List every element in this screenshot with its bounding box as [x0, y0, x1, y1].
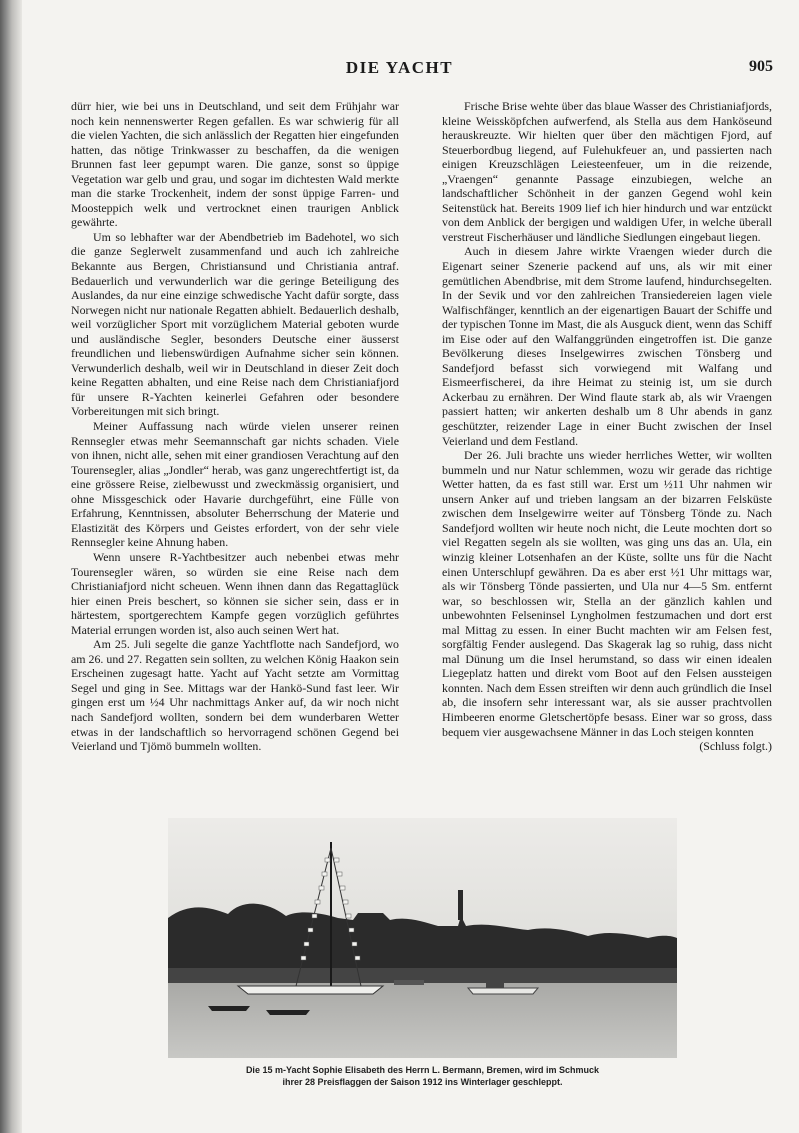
page-binding-shadow [0, 0, 22, 1133]
church-tower [458, 890, 463, 920]
page-header [0, 58, 799, 78]
tug-cabin [486, 982, 504, 988]
running-title: DIE YACHT [345, 58, 454, 77]
pier [394, 980, 424, 985]
to-be-continued-note: (Schluss folgt.) [699, 739, 772, 754]
photo-caption [168, 1064, 677, 1088]
yacht-hull [238, 986, 383, 994]
paragraph: Wenn unsere R-Yachtbesitzer auch nebenbei etwas mehr Tourensegler wären, so würden sie eine Reise nach dem Christianiafjord nicht scheuen. Wenn ihnen dann das Regattaglück hier einen Preis beschert, so können sie sicher sein, dass er in härtestem, sportgerechtem Kampfe gegen vorzüglich geführtes Material errungen worden ist, also auch seinen Wert hat. [71, 549, 399, 637]
rowboat [266, 1010, 310, 1015]
page-number: 905 [749, 58, 773, 75]
rowboat [208, 1006, 250, 1011]
tug-boat [468, 988, 538, 994]
yacht-photograph [168, 818, 677, 1058]
paragraph: Meiner Auffassung nach würde vielen unserer reinen Rennsegler etwas mehr Seemannschaft gar nichts schaden. Viele von ihnen, nicht alle, sehen mit einer grandiosen Verachtung auf den Tourensegler, alias „Jondler“ herab, was ganz ungerechtfertigt ist, da eine grössere Reise, zielbewusst und zweckmässig organisiert, und ohne Missgeschick oder Havarie durchgeführt, eine Fülle von Erfahrung, Kenntnissen, absoluter Beherrschung der Materie und Elastizität des Körpers und Geistes erfordert, von der sehr viele Rennsegler keine Ahnung haben. [71, 419, 399, 550]
paragraph: Auch in diesem Jahre wirkte Vraengen wieder durch die Eigenart seiner Szenerie packend auf uns, als wir mit einer gemütlichen Abendbrise, mit dem Strome laufend, hindurchsegelten. In der Sevik und vor den zahlreichen Transiedereien lagen viele Walfischfänger, kenntlich an der eigenartigen Bauart der Schiffe und der typischen Tonne im Mast, die als Ausguck dient, wenn das Schiff im Eise oder auf den Walfanggründen eingetroffen ist. Die ganze Bevölkerung dieses Inselgewirres zwischen Tönsberg und Sandefjord befasst sich vorwiegend mit Walfang und Eismeerfischerei, da ihre Heimat zu steinig ist, um sie durch Ackerbau zu ernähren. Der Wind flaute stark ab, als wir Vraengen passiert hatten; wir ankerten deshalb um 8 Uhr abends in ganz geschützter, reizender Lage in einer Bucht zwischen der Insel Veierland und dem Festland. [442, 244, 772, 448]
caption-line: ihrer 28 Preisflaggen der Saison 1912 ins Winterlager geschleppt. [282, 1077, 563, 1087]
paragraph: Am 25. Juli segelte die ganze Yachtflotte nach Sandefjord, wo am 26. und 27. Regatten sein sollten, zu welchen König Haakon sein Erscheinen zugesagt hatte. Yacht auf Yacht setzte am Vormittag Segel und ging in See. Mittags war der Hankö-Sund fast leer. Wir gingen erst um ½4 Uhr nachmittags Anker auf, da wir noch nicht nach Sandefjord wollten, sondern bei dem wunderbaren Wetter etwas in der landschaftlich so hervorragend schönen Gegend bei Veierland und Tjömö bummeln wollten. [71, 637, 399, 754]
caption-line: Die 15 m-Yacht Sophie Elisabeth des Herrn L. Bermann, Bremen, wird im Schmuck [245, 1065, 600, 1075]
paragraph: Der 26. Juli brachte uns wieder herrliches Wetter, wir wollten bummeln und nur Natur schlemmen, wozu wir gerade das richtige Wetter hatten, da es fast still war. Erst um ½11 Uhr nahmen wir unsern Anker auf und trieben langsam an der bizarren Felsküste zwischen dem Inselgewirre weiter auf Tönsberg Tönde zu. Nach Sandefjord wollten wir heute noch nicht, die Leute mochten dort so viel Regatten segeln als sie wollten, was ging uns das an. Ula, ein winzig kleiner Lotsenhafen an der Küste, sollte uns für die Nacht einen Unterschlupf gewähren. Da es aber erst ½1 Uhr mittags war, als wir Tönsberg Tönde passierten, und Ula nur 4—5 Sm. entfernt war, so beschlossen wir, Stella an der gänzlich kahlen und unbewohnten Felseninsel Lyngholmen festzumachen und dort erst mal Mittag zu essen. In einer Bucht machten wir am Felsen fest, sorgfältig Fender auslegend. Das Skagerak lag so ruhig, dass nicht mal Dünung um die Insel herumstand, so dass wir einen idealen Liegeplatz hatten und direkt vom Boot auf den Felsen aussteigen konnten. Nach dem Essen streiften wir denn auch gründlich die Insel ab, die insofern sehr interessant war, als sie ausser prachtvollen Himbeeren enorme Gletschertöpfe besass. Einer war so gross, dass bequem vier ausgewachsene Männer in das Loch steigen konnten [442, 448, 772, 739]
left-column [71, 99, 399, 754]
paragraph: dürr hier, wie bei uns in Deutschland, und seit dem Frühjahr war noch kein nennenswerter Regen gefallen. Es war schwierig für all die vielen Yachten, die sich anlässlich der Regatten hier eingefunden hatten, das nötige Trinkwasser zu beschaffen, da die wenigen Brunnen fast leer gepumpt waren. Die ganze, sonst so üppige Vegetation war gelb und grau, und sogar im dichtesten Wald merkte man die starke Trockenheit, indem der sonst üppige Farren- und Moosteppich welk und vertrocknet einen traurigen Anblick gewährte. [71, 99, 399, 230]
harbor-water [168, 983, 677, 1058]
right-column [442, 99, 772, 754]
yacht-photo-illustration [168, 818, 677, 1058]
paragraph: Frische Brise wehte über das blaue Wasser des Christianiafjords, kleine Weissköpfchen aufwerfend, als Stella aus dem Hanköseund herauskreuzte. Wir hielten quer über den mächtigen Fjord, auf Steuerbordbug liegend, auf Fulehukfeuer an, und passierten nach einigen Kreuzschlägen Leiesteenfeuer, um in die reizende, „Vraengen“ genannte Passage einzubiegen, welche an landschaftlicher Schönheit in der ganzen Gegend wohl kein Seitenstück hat. Bereits 1909 lief ich hier hindurch und war entzückt von dem Anblick der bergigen und waldigen Ufer, in welche überall verstreut Fischerhäuser und ländliche Siedlungen eingebaut liegen. [442, 99, 772, 244]
paragraph: Um so lebhafter war der Abendbetrieb im Badehotel, wo sich die ganze Seglerwelt zusammenfand und auch ich zahlreiche Bekannte aus Bergen, Christiansund und Christiania antraf. Bedauerlich und verwunderlich war die geringe Beteiligung des Auslandes, da nur eine einzige schwedische Yacht dafür sorgte, dass Norwegen nicht nur nationale Regatten abhielt. Bedauerlich deshalb, weil vorzüglicher Sport mit vorzüglichem Material geboten wurde und ausländische Segler, besonders Deutsche einer äusserst freundlichen und liebenswürdigen Aufnahme sicher sein können. Verwunderlich deshalb, weil wir in Deutschland in dieser Zeit doch keine Regatten abhalten, und eine Reise nach dem Christianiafjord für unsere R-Yachten keinerlei Gefahren oder besondere Vorbereitungen mit sich bringt. [71, 229, 399, 419]
